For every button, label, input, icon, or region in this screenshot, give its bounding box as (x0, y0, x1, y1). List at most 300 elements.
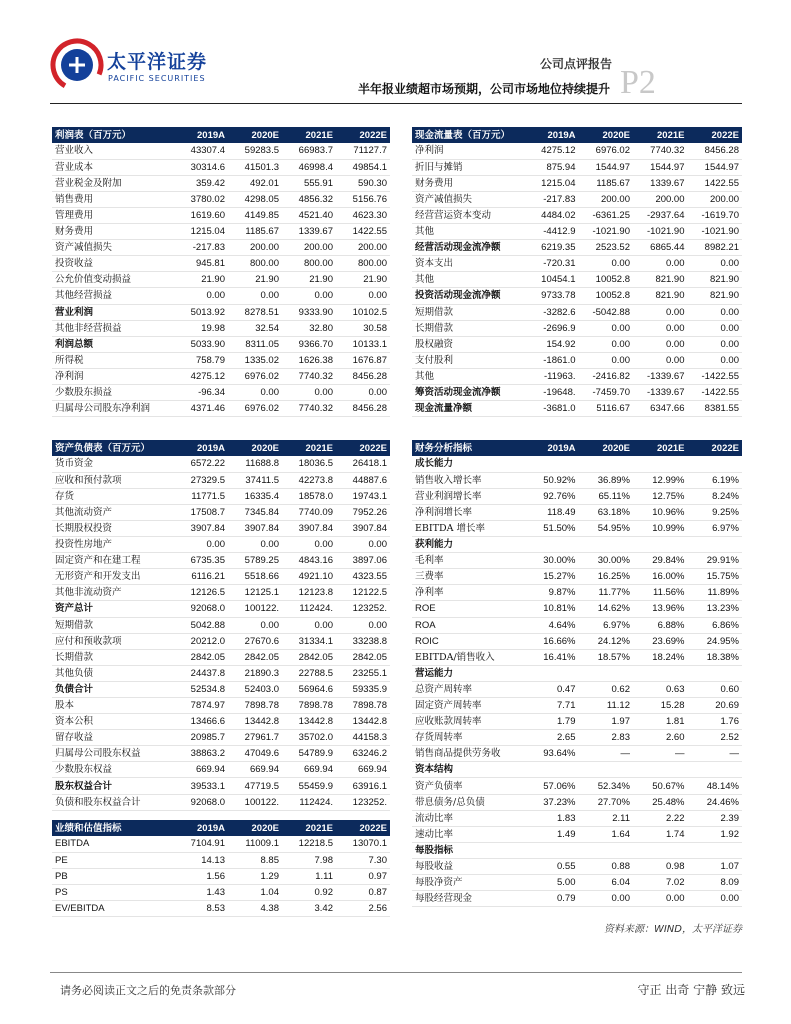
row-label: 现金流量净额 (412, 401, 524, 417)
cell-value (688, 762, 743, 778)
cell-value: -1339.67 (633, 368, 688, 384)
row-label: 成长能力 (412, 456, 524, 472)
row-label: PE (52, 852, 174, 868)
table-row (52, 649, 390, 665)
cell-value: 16.00% (633, 569, 688, 585)
cell-value: 2842.05 (336, 649, 390, 665)
cell-value: 590.30 (336, 175, 390, 191)
cell-value: 16.41% (524, 649, 579, 665)
cell-value: 65.11% (579, 488, 634, 504)
row-label: 少数股东损益 (52, 385, 174, 401)
cell-value: 13.23% (688, 601, 743, 617)
table-row (52, 240, 390, 256)
table-row (412, 714, 742, 730)
table-title: 财务分析指标 (412, 440, 524, 456)
cell-value: 7952.26 (336, 504, 390, 520)
cell-value: 5518.66 (228, 569, 282, 585)
cell-value: 31334.1 (282, 633, 336, 649)
cell-value: 21.90 (336, 272, 390, 288)
row-label: 固定资产周转率 (412, 698, 524, 714)
table-header-row (52, 820, 390, 836)
cell-value: 63246.2 (336, 746, 390, 762)
cell-value (524, 762, 579, 778)
cell-value: 758.79 (174, 352, 228, 368)
column-header: 2021E (282, 820, 336, 836)
cell-value: 9.87% (524, 585, 579, 601)
cell-value: 23255.1 (336, 665, 390, 681)
table-row (52, 159, 390, 175)
table-row (52, 520, 390, 536)
cell-value: -1021.90 (579, 224, 634, 240)
cell-value: 0.00 (579, 256, 634, 272)
cell-value: 37.23% (524, 794, 579, 810)
cell-value: 0.63 (633, 681, 688, 697)
cell-value: 1.29 (228, 868, 282, 884)
cell-value: 0.00 (633, 256, 688, 272)
row-label: 货币资金 (52, 456, 174, 472)
table-title: 现金流量表（百万元） (412, 127, 524, 143)
row-label: 投资性房地产 (52, 537, 174, 553)
cell-value: 13070.1 (336, 836, 390, 852)
row-label: 净利率 (412, 585, 524, 601)
cell-value: 12218.5 (282, 836, 336, 852)
table-row (52, 288, 390, 304)
table-row (52, 665, 390, 681)
table-row (412, 746, 742, 762)
table-row (52, 794, 390, 810)
cell-value: — (688, 746, 743, 762)
table-header-row (412, 127, 742, 143)
cell-value: 123252. (336, 794, 390, 810)
row-label: 营业利润 (52, 304, 174, 320)
cell-value: 20985.7 (174, 730, 228, 746)
cell-value: 6735.35 (174, 553, 228, 569)
cell-value: 48.14% (688, 778, 743, 794)
cell-value: 0.88 (579, 858, 634, 874)
cell-value: 0.00 (688, 891, 743, 907)
cell-value: 36.89% (579, 472, 634, 488)
cell-value: 32.54 (228, 320, 282, 336)
cell-value: 0.00 (282, 617, 336, 633)
cell-value: 63.18% (579, 504, 634, 520)
cell-value: 7.71 (524, 698, 579, 714)
table-row (412, 240, 742, 256)
row-label: 其他非经营损益 (52, 320, 174, 336)
cell-value: 10102.5 (336, 304, 390, 320)
cell-value: 3907.84 (336, 520, 390, 536)
cell-value: 10052.8 (579, 272, 634, 288)
row-label: PB (52, 868, 174, 884)
table-row (52, 746, 390, 762)
column-header: 2020E (579, 127, 634, 143)
cell-value (524, 456, 579, 472)
table-row (52, 778, 390, 794)
table-row (52, 456, 390, 472)
cell-value: 7740.32 (633, 143, 688, 159)
cell-value: 30.00% (579, 553, 634, 569)
cell-value: 1215.04 (524, 175, 579, 191)
row-label: 销售收入增长率 (412, 472, 524, 488)
cell-value: 30.00% (524, 553, 579, 569)
cell-value: 2842.05 (282, 649, 336, 665)
cell-value: 200.00 (633, 191, 688, 207)
cell-value: 0.00 (688, 320, 743, 336)
cell-value: 13.96% (633, 601, 688, 617)
table-row (412, 401, 742, 417)
row-label: 其他 (412, 368, 524, 384)
cell-value: 1335.02 (228, 352, 282, 368)
table-row (412, 385, 742, 401)
cell-value: 2.52 (688, 730, 743, 746)
cell-value (633, 665, 688, 681)
cell-value: 945.81 (174, 256, 228, 272)
cell-value: 11.89% (688, 585, 743, 601)
cell-value: 5789.25 (228, 553, 282, 569)
table-row (412, 175, 742, 191)
cell-value: 11009.1 (228, 836, 282, 852)
table-row (412, 336, 742, 352)
table-row (412, 810, 742, 826)
table-row (412, 826, 742, 842)
table-row (52, 401, 390, 417)
row-label: 财务费用 (412, 175, 524, 191)
row-label: 营业税金及附加 (52, 175, 174, 191)
column-header: 2020E (228, 820, 282, 836)
cell-value: 4856.32 (282, 191, 336, 207)
cell-value (688, 842, 743, 858)
cell-value: 0.00 (174, 537, 228, 553)
cell-value: -2696.9 (524, 320, 579, 336)
cell-value: 52403.0 (228, 681, 282, 697)
table-row (412, 633, 742, 649)
cell-value: 59335.9 (336, 681, 390, 697)
cell-value: -1422.55 (688, 385, 743, 401)
table-row (52, 868, 390, 884)
cell-value: 100122. (228, 794, 282, 810)
cell-value: 4.38 (228, 900, 282, 916)
table-header-row (412, 440, 742, 456)
table-row (52, 336, 390, 352)
cell-value: 47719.5 (228, 778, 282, 794)
cell-value: 6.86% (688, 617, 743, 633)
cell-value: 12125.1 (228, 585, 282, 601)
cell-value: 10133.1 (336, 336, 390, 352)
row-label: 长期股权投资 (52, 520, 174, 536)
table-row (412, 698, 742, 714)
cell-value: 875.94 (524, 159, 579, 175)
footer-rule (50, 972, 742, 973)
cell-value: 669.94 (174, 762, 228, 778)
row-label: 每股经营现金 (412, 891, 524, 907)
cell-value: 54.95% (579, 520, 634, 536)
cell-value: 18.38% (688, 649, 743, 665)
row-label: 存货周转率 (412, 730, 524, 746)
column-header: 2019A (174, 127, 228, 143)
cell-value: -217.83 (524, 191, 579, 207)
header-rule (50, 103, 742, 104)
table-row (412, 665, 742, 681)
cell-value: 16.66% (524, 633, 579, 649)
cell-value: 44158.3 (336, 730, 390, 746)
cell-value: 0.00 (282, 385, 336, 401)
cell-value: 1422.55 (336, 224, 390, 240)
row-label: 公允价值变动损益 (52, 272, 174, 288)
cell-value: 669.94 (228, 762, 282, 778)
table-row (52, 224, 390, 240)
cell-value: 26418.1 (336, 456, 390, 472)
cell-value: 71127.7 (336, 143, 390, 159)
cell-value: 200.00 (336, 240, 390, 256)
cell-value: -2937.64 (633, 207, 688, 223)
cell-value: 0.00 (336, 537, 390, 553)
cell-value: 4149.85 (228, 207, 282, 223)
company-logo (50, 38, 210, 92)
cell-value: 5033.90 (174, 336, 228, 352)
table-row (52, 698, 390, 714)
row-label: 资产负债率 (412, 778, 524, 794)
table-row (412, 681, 742, 697)
cell-value: 1544.97 (688, 159, 743, 175)
column-header: 2022E (336, 440, 390, 456)
row-label: 短期借款 (412, 304, 524, 320)
cell-value: 11.56% (633, 585, 688, 601)
cell-value: 1544.97 (579, 159, 634, 175)
cell-value: -1861.0 (524, 352, 579, 368)
cell-value: 7740.32 (282, 368, 336, 384)
table-row (52, 900, 390, 916)
column-header: 2021E (282, 127, 336, 143)
cell-value: 6.97% (579, 617, 634, 633)
cell-value: 13442.8 (336, 714, 390, 730)
table-row (52, 884, 390, 900)
row-label: 其他 (412, 272, 524, 288)
row-label: ROE (412, 601, 524, 617)
disclaimer-text: 请务必阅读正文之后的免责条款部分 (60, 984, 236, 997)
table-row (412, 224, 742, 240)
table-row (52, 304, 390, 320)
cell-value: 92068.0 (174, 601, 228, 617)
cell-value: 669.94 (336, 762, 390, 778)
cell-value: 5.00 (524, 875, 579, 891)
cell-value: 6.97% (688, 520, 743, 536)
cell-value: 0.92 (282, 884, 336, 900)
table-row (412, 304, 742, 320)
table-row (52, 836, 390, 852)
table-title: 业绩和估值指标 (52, 820, 174, 836)
cell-value: 20212.0 (174, 633, 228, 649)
cell-value: 51.50% (524, 520, 579, 536)
cell-value: 22788.5 (282, 665, 336, 681)
table-row (52, 617, 390, 633)
row-label: 流动比率 (412, 810, 524, 826)
cell-value: 30.58 (336, 320, 390, 336)
row-label: EBITDA (52, 836, 174, 852)
cell-value: 19.98 (174, 320, 228, 336)
cell-value: 0.97 (336, 868, 390, 884)
report-headline: 半年报业绩超市场预期，公司市场地位持续提升 (357, 82, 610, 96)
cell-value: 1185.67 (228, 224, 282, 240)
cell-value: 1.43 (174, 884, 228, 900)
cell-value (688, 456, 743, 472)
cell-value: 13442.8 (228, 714, 282, 730)
row-label: PS (52, 884, 174, 900)
row-label: 负债合计 (52, 681, 174, 697)
row-label: 资本支出 (412, 256, 524, 272)
column-header: 2022E (336, 127, 390, 143)
cell-value: 0.62 (579, 681, 634, 697)
cell-value: 8.85 (228, 852, 282, 868)
column-header: 2022E (688, 127, 743, 143)
cell-value: 3780.02 (174, 191, 228, 207)
row-label: 投资收益 (52, 256, 174, 272)
cell-value: 2.83 (579, 730, 634, 746)
cell-value: 4275.12 (524, 143, 579, 159)
table-row (52, 207, 390, 223)
cell-value: 2.65 (524, 730, 579, 746)
table-row (52, 730, 390, 746)
row-label: 短期借款 (52, 617, 174, 633)
cell-value: 24.95% (688, 633, 743, 649)
table-row (52, 681, 390, 697)
table-row (52, 601, 390, 617)
table-row (52, 633, 390, 649)
row-label: 长期借款 (412, 320, 524, 336)
row-label: 其他 (412, 224, 524, 240)
cell-value: 24437.8 (174, 665, 228, 681)
cell-value: 2523.52 (579, 240, 634, 256)
cell-value: 2.60 (633, 730, 688, 746)
row-label: 净利润 (52, 368, 174, 384)
row-label: 少数股东权益 (52, 762, 174, 778)
table-row (412, 504, 742, 520)
cell-value: -217.83 (174, 240, 228, 256)
cell-value (688, 665, 743, 681)
cell-value: 0.00 (282, 537, 336, 553)
row-label: 筹资活动现金流净额 (412, 385, 524, 401)
cell-value: 42273.8 (282, 472, 336, 488)
table-row (412, 288, 742, 304)
cell-value: 24.46% (688, 794, 743, 810)
cell-value: 6976.02 (228, 368, 282, 384)
cell-value: -11963. (524, 368, 579, 384)
cell-value: -3681.0 (524, 401, 579, 417)
cell-value: 359.42 (174, 175, 228, 191)
cell-value: 1.83 (524, 810, 579, 826)
cell-value: 37411.5 (228, 472, 282, 488)
cell-value: 19743.1 (336, 488, 390, 504)
cell-value: 9.25% (688, 504, 743, 520)
cell-value: 1185.67 (579, 175, 634, 191)
cell-value: 1339.67 (633, 175, 688, 191)
cell-value: 2.56 (336, 900, 390, 916)
cell-value: 0.00 (633, 891, 688, 907)
cell-value: 66983.7 (282, 143, 336, 159)
row-label: 经营活动现金流净额 (412, 240, 524, 256)
cell-value: 1.49 (524, 826, 579, 842)
row-label: EBITDA/销售收入 (412, 649, 524, 665)
cell-value: 800.00 (282, 256, 336, 272)
table-row (52, 256, 390, 272)
table-row (412, 272, 742, 288)
cell-value: 8456.28 (336, 368, 390, 384)
cell-value: 123252. (336, 601, 390, 617)
cell-value: 1.11 (282, 868, 336, 884)
cell-value: 492.01 (228, 175, 282, 191)
cell-value: 10454.1 (524, 272, 579, 288)
row-label: 每股收益 (412, 858, 524, 874)
row-label: 总资产周转率 (412, 681, 524, 697)
cell-value: 50.92% (524, 472, 579, 488)
table-title: 利润表（百万元） (52, 127, 174, 143)
cell-value (633, 762, 688, 778)
row-label: 资本公积 (52, 714, 174, 730)
cell-value: 43307.4 (174, 143, 228, 159)
cell-value: 7.02 (633, 875, 688, 891)
cell-value: 6572.22 (174, 456, 228, 472)
table-row (412, 553, 742, 569)
cell-value: 3907.84 (282, 520, 336, 536)
cell-value: 24.12% (579, 633, 634, 649)
cell-value: 8311.05 (228, 336, 282, 352)
cell-value: 1544.97 (633, 159, 688, 175)
cell-value: 11.77% (579, 585, 634, 601)
cell-value: 15.75% (688, 569, 743, 585)
cell-value: 6865.44 (633, 240, 688, 256)
table-row (52, 537, 390, 553)
financial-ratios-table (412, 440, 742, 907)
logo-text-en: PACIFIC SECURITIES (108, 74, 206, 83)
cell-value: — (633, 746, 688, 762)
row-label: 其他流动资产 (52, 504, 174, 520)
cell-value (579, 842, 634, 858)
cell-value: 39533.1 (174, 778, 228, 794)
cell-value: 18.24% (633, 649, 688, 665)
cell-value: 92068.0 (174, 794, 228, 810)
table-row (52, 472, 390, 488)
table-row (52, 272, 390, 288)
row-label: 管理费用 (52, 207, 174, 223)
row-label: 长期借款 (52, 649, 174, 665)
cell-value: 0.00 (688, 304, 743, 320)
row-label: ROA (412, 617, 524, 633)
cell-value: 200.00 (688, 191, 743, 207)
row-label: 营业成本 (52, 159, 174, 175)
cell-value: 6976.02 (228, 401, 282, 417)
row-label: 资产总计 (52, 601, 174, 617)
cell-value: 18578.0 (282, 488, 336, 504)
table-header-row (52, 127, 390, 143)
cell-value: 1.07 (688, 858, 743, 874)
cell-value (524, 842, 579, 858)
row-label: 资本结构 (412, 762, 524, 778)
cell-value: 0.00 (633, 304, 688, 320)
cell-value: 4371.46 (174, 401, 228, 417)
cell-value: -1021.90 (688, 224, 743, 240)
cell-value: 1.64 (579, 826, 634, 842)
cell-value: 9733.78 (524, 288, 579, 304)
cell-value: 21.90 (228, 272, 282, 288)
row-label: 股本 (52, 698, 174, 714)
cell-value: 14.62% (579, 601, 634, 617)
cell-value: 6976.02 (579, 143, 634, 159)
cell-value: 0.00 (282, 288, 336, 304)
cell-value: 821.90 (688, 272, 743, 288)
table-row (52, 368, 390, 384)
cell-value: 7104.91 (174, 836, 228, 852)
cell-value: 7.30 (336, 852, 390, 868)
cell-value: 0.00 (228, 385, 282, 401)
cell-value: 1.79 (524, 714, 579, 730)
